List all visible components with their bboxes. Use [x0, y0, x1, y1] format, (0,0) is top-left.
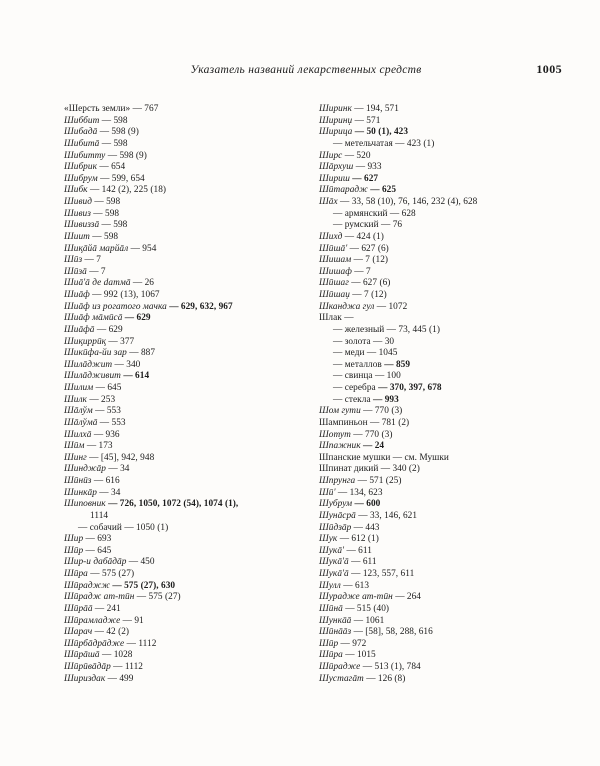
index-entry: Шивиззā — 598	[64, 220, 128, 231]
index-entry: Шūрадж ат-тūн — 575 (27)	[64, 592, 181, 603]
index-entry: — золота — 30	[333, 336, 395, 347]
index-entry: Шибрик — 654	[64, 162, 126, 173]
index-entry: Шиқиррūқ — 377	[64, 336, 135, 347]
index-entry: «Шерсть земли» — 767	[64, 104, 159, 114]
index-entry: — стекла — 993	[333, 394, 399, 405]
index-entry: Шом гути — 770 (3)	[319, 406, 403, 417]
index-entry: Шūрāшā — 1028	[64, 650, 133, 661]
index-entry: Шиāф — 992 (13), 1067	[64, 290, 160, 300]
index-entry: Шāх — 33, 58 (10), 76, 146, 232 (4), 628	[319, 197, 478, 207]
index-entry: — румский — 76	[333, 220, 403, 231]
index-entry: Шилк — 253	[64, 394, 116, 405]
page-header	[60, 64, 552, 76]
index-entry: Шūтарадж — 625	[319, 185, 397, 196]
index-entry: Шампиньон — 781 (2)	[319, 417, 410, 428]
index-entry: Шāлўмā — 553	[64, 417, 126, 428]
index-entry: Шикūфа-йи зар — 887	[64, 348, 156, 359]
index-entry: Шинкāр — 34	[64, 487, 121, 498]
index-entry: Ширинџ — 571	[319, 115, 381, 126]
index-columns	[64, 104, 552, 685]
index-entry: Ширинк — 194, 571	[319, 104, 399, 114]
index-entry: Шūз — 7	[64, 255, 101, 266]
index-entry: Шūр — 645	[64, 545, 112, 556]
index-entry: Шūра — 1015	[319, 650, 376, 661]
index-entry: Шилāдживит — 614	[64, 371, 150, 382]
index-entry: Шустагāт — 126 (8)	[319, 673, 406, 684]
index-column-right	[319, 104, 552, 685]
index-entry: Шинджāр — 34	[64, 464, 130, 475]
index-entry: Шибитā — 598	[64, 138, 128, 149]
index-entry: Шūдзāр — 443	[319, 522, 380, 533]
index-entry: Шулл — 613	[319, 580, 370, 591]
index-entry: Ширс — 520	[319, 150, 371, 161]
index-entry: Шивид — 598	[64, 197, 121, 207]
index-entry: Шūрāā — 241	[64, 603, 121, 614]
index-entry: — меди — 1045	[333, 348, 398, 359]
index-entry: Шиповник — 726, 1050, 1072 (54), 1074 (1),	[64, 499, 239, 510]
index-entry: Шук — 612 (1)	[319, 534, 379, 545]
index-entry: Шириздак — 499	[64, 673, 134, 684]
index-entry: Шункāā — 1061	[319, 615, 385, 626]
index-entry: Шāлўм — 553	[64, 406, 121, 417]
index-entry: Шūрадже — 513 (1), 784	[319, 662, 421, 672]
index-entry: — собачий — 1050 (1)	[78, 522, 169, 533]
index-entry: Шūрūвāдāр — 1112	[64, 662, 143, 672]
index-entry: Шпинат дикий — 340 (2)	[319, 464, 420, 475]
index-entry: Шивиз — 598	[64, 208, 120, 219]
index-entry: Шūрбāдрāдже — 1112	[64, 638, 157, 649]
index-entry: Шириш — 627	[319, 173, 379, 184]
index-entry: Шиā'ā де damмā — 26	[64, 278, 155, 289]
index-entry: Шилим — 645	[64, 383, 122, 393]
index-entry: Шūзā — 7	[64, 266, 106, 277]
index-entry: Шишаф — 7	[319, 266, 371, 277]
index-entry: Шарач — 42 (2)	[64, 627, 130, 638]
index-entry: Шиббит — 598	[64, 115, 128, 126]
index-entry: Шурадже ат-тūн — 264	[319, 592, 422, 603]
index-column-left	[64, 104, 297, 685]
header-rule	[64, 82, 550, 83]
index-entry: Шūнā — 515 (40)	[319, 603, 390, 614]
index-entry: Шū' — 134, 623	[319, 487, 383, 498]
index-entry: Шиит — 598	[64, 231, 119, 242]
index-entry: Шинг — [45], 942, 948	[64, 452, 155, 463]
index-entry: Шибрум — 599, 654	[64, 173, 145, 184]
index-entry: Шпанские мушки — см. Мушки	[319, 452, 449, 463]
index-entry: Шибк — 142 (2), 225 (18)	[64, 185, 167, 196]
index-entry: — армянский — 628	[333, 208, 416, 219]
index-entry: — метельчатая — 423 (1)	[333, 138, 435, 149]
index-entry: — металлов — 859	[333, 359, 411, 370]
index-entry: Шотут — 770 (3)	[319, 429, 393, 440]
index-entry: Шūшаџ — 7 (12)	[319, 290, 387, 300]
index-entry: Шканджа гул — 1072	[319, 301, 408, 312]
index-entry: Шиāф из рогатого мачка — 629, 632, 967	[64, 301, 233, 312]
index-entry: Шубрум — 600	[319, 499, 381, 510]
index-entry: Шишам — 7 (12)	[319, 255, 389, 266]
index-entry: Шир-и дабāдāр — 450	[64, 557, 155, 568]
index-entry: Шпрунга — 571 (25)	[319, 476, 402, 486]
index-entry: Шпажник — 24	[319, 441, 385, 452]
index-entry: Шūм — 173	[64, 441, 113, 452]
index-entry: Ширица — 50 (1), 423	[319, 127, 409, 138]
index-entry: — железный — 73, 445 (1)	[333, 324, 440, 335]
index-entry: Шūра — 575 (27)	[64, 569, 135, 579]
index-entry: — свинца — 100	[333, 371, 401, 382]
index-entry: 1114	[90, 510, 109, 521]
index-entry: Шūшаг — 627 (6)	[319, 278, 391, 289]
index-entry: Шибитту — 598 (9)	[64, 150, 147, 161]
index-entry: Шилхā — 936	[64, 429, 120, 440]
index-entry: Шāрхуш — 933	[319, 162, 382, 173]
index-entry: Шūрамладже — 91	[64, 615, 144, 626]
index-entry: Шиқāйā марйāл — 954	[64, 243, 157, 254]
running-head-title: Указатель названий лекарственных средств	[190, 64, 422, 76]
index-entry: Шукā'ā — 611	[319, 557, 377, 568]
index-entry: Шибадā — 598 (9)	[64, 127, 139, 138]
index-entry: Шūнāāз — [58], 58, 288, 616	[319, 627, 433, 638]
index-entry: Шукā' — 611	[319, 545, 372, 556]
index-entry: Шиāф мāмūсā — 629	[64, 313, 151, 324]
index-entry: Шилāджит — 340	[64, 359, 141, 370]
index-entry: Шūраджж — 575 (27), 630	[64, 580, 176, 591]
index-entry: Шлак —	[319, 313, 354, 324]
page-number: 1005	[536, 62, 562, 76]
index-entry: Шихд — 424 (1)	[319, 231, 384, 242]
index-entry: Шукā'ā — 123, 557, 611	[319, 569, 415, 579]
index-entry: Шūшā' — 627 (6)	[319, 243, 389, 254]
index-entry: Шир — 693	[64, 534, 112, 545]
index-entry: Шūр — 972	[319, 638, 367, 649]
index-entry: — серебра — 370, 397, 678	[333, 383, 442, 393]
index-entry: Шиāфā — 629	[64, 324, 123, 335]
index-entry: Шунāсрā — 33, 146, 621	[319, 510, 418, 521]
index-entry: Шūнūз — 616	[64, 476, 120, 486]
